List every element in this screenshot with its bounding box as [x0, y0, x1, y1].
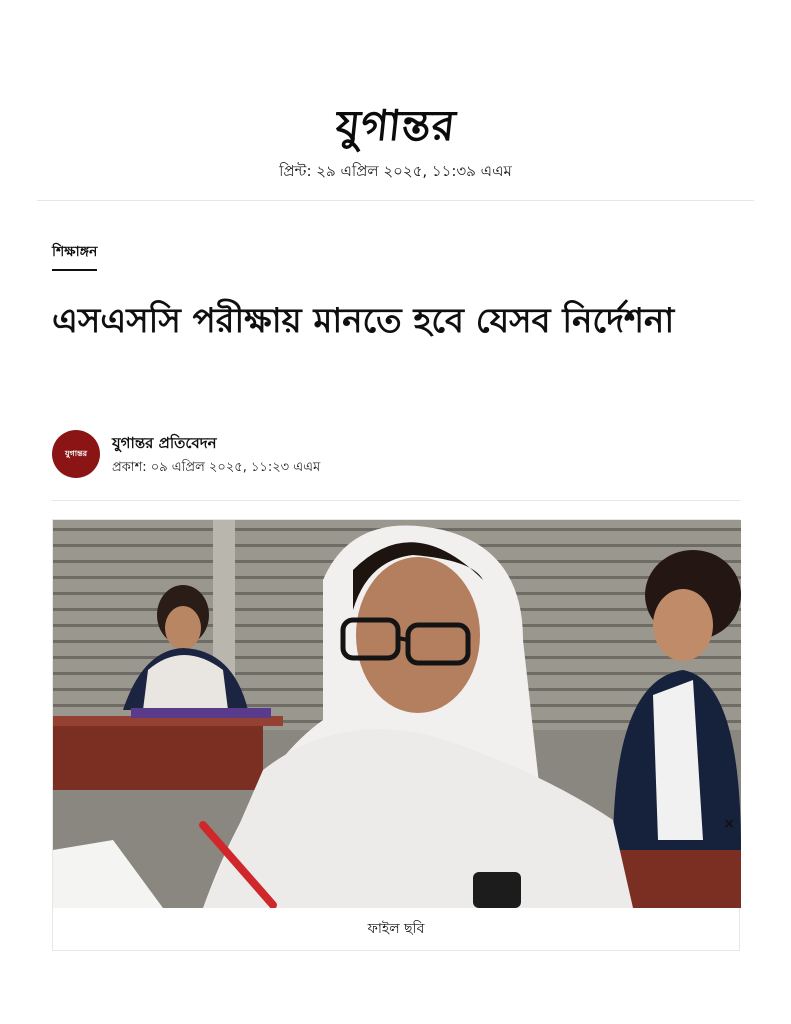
author-avatar[interactable]: [52, 430, 100, 478]
desk-left: [53, 720, 263, 790]
author-block: [52, 428, 732, 480]
image-caption: ফাইল ছবি: [367, 921, 425, 937]
author-name-link[interactable]: যুগান্তর প্রতিবেদন: [112, 434, 217, 452]
close-icon[interactable]: ×: [723, 816, 735, 832]
article-photo: [53, 520, 741, 908]
print-date: প্রিন্ট: ২৯ এপ্রিল ২০২৫, ১১:৩৯ এএম: [279, 162, 512, 180]
article-headline: এসএসসি পরীক্ষায় মানতে হবে যেসব নির্দেশনা: [52, 301, 675, 341]
photo-illustration: [53, 520, 741, 908]
desk-right: [613, 840, 741, 908]
publish-date: প্রকাশ: ০৯ এপ্রিল ২০২৫, ১১:২৩ এএম: [112, 460, 321, 475]
divider: [52, 500, 740, 501]
avatar-label: যুগান্তর: [64, 448, 88, 458]
category-link[interactable]: শিক্ষাঙ্গন: [52, 240, 97, 271]
masthead: [0, 96, 791, 185]
divider: [37, 200, 754, 201]
article-figure: [52, 519, 740, 951]
site-logo[interactable]: যুগান্তর: [332, 101, 459, 150]
